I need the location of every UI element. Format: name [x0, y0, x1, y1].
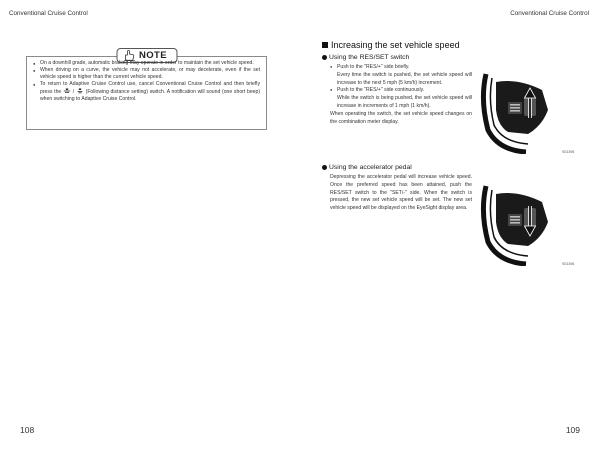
bullet-push-continuously: ● Push to the "RES/+" side continuously.	[330, 87, 472, 95]
accelerator-body: Depressing the accelerator pedal will increase vehicle speed. Once the preferred speed has been attained, push the RES/SET switch to the "SET/-" side. When the switch is pressed, the new set vehicle speed will be set. The new set vehicle speed will be displayed on the EyeSight display area.	[330, 174, 472, 212]
right-page	[300, 0, 600, 450]
bullet-push-continuously-body: While the switch is being pushed, the set vehicle speed will increase in increments of 1 mph (1 km/h).	[337, 95, 472, 109]
subsection-title-text: Using the RES/SET switch	[329, 54, 410, 61]
subsection-title-text: Using the accelerator pedal	[329, 164, 412, 171]
subsection-title-res-set	[322, 54, 409, 61]
note-title: NOTE	[139, 50, 167, 61]
note-item-text: (Following distance setting) switch. A notification will sound (one short beep) when switching to Adaptive Cruise Control.	[40, 89, 261, 103]
following-distance-decrease-icon	[76, 88, 84, 94]
res-set-after-text: When operating the switch, the set vehicle speed changes on the combination meter display.	[330, 110, 472, 125]
note-list	[33, 60, 260, 104]
running-head-left: Conventional Cruise Control	[9, 10, 88, 17]
figure-switch-up	[478, 70, 560, 154]
section-title	[322, 40, 460, 50]
running-head-right: Conventional Cruise Control	[510, 10, 589, 17]
bullet-push-briefly-body: Every time the switch is pushed, the set vehicle speed will increase to the next 5 mph (5 km/h) increment.	[337, 71, 472, 86]
section-marker	[322, 42, 328, 48]
figure-code-2: S01396	[562, 262, 575, 266]
steering-wheel-switch-down-arrow-icon	[478, 182, 560, 266]
subsection-marker	[322, 165, 327, 170]
subsection-title-accelerator	[322, 164, 412, 171]
note-item: ● On a downhill grade, automatic braking may operate in order to maintain the set vehicle speed.	[33, 60, 260, 67]
note-item	[33, 81, 260, 103]
figure-code-1: S01395	[562, 150, 575, 154]
bullet-push-briefly: ● Push to the "RES/+" side briefly.	[330, 64, 472, 72]
section-title-text: Increasing the set vehicle speed	[331, 40, 460, 50]
accelerator-content	[330, 174, 472, 213]
steering-wheel-switch-up-arrow-icon	[478, 70, 560, 154]
note-box	[26, 50, 267, 130]
page-number-right: 109	[565, 425, 580, 435]
figure-switch-down	[478, 182, 560, 266]
following-distance-increase-icon	[63, 88, 71, 94]
note-item-text: To return to Adaptive Cruise Control use, cancel Conventional Cruise Control and then briefly press the	[40, 81, 260, 96]
page-number-left: 108	[20, 425, 35, 435]
res-set-content	[330, 64, 472, 126]
subsection-marker	[322, 55, 327, 60]
note-item-separator: /	[72, 89, 75, 96]
note-item: ● When driving on a curve, the vehicle may not accelerate, or may decelerate, even if the set vehicle speed is higher than the current vehicle speed.	[33, 67, 260, 81]
